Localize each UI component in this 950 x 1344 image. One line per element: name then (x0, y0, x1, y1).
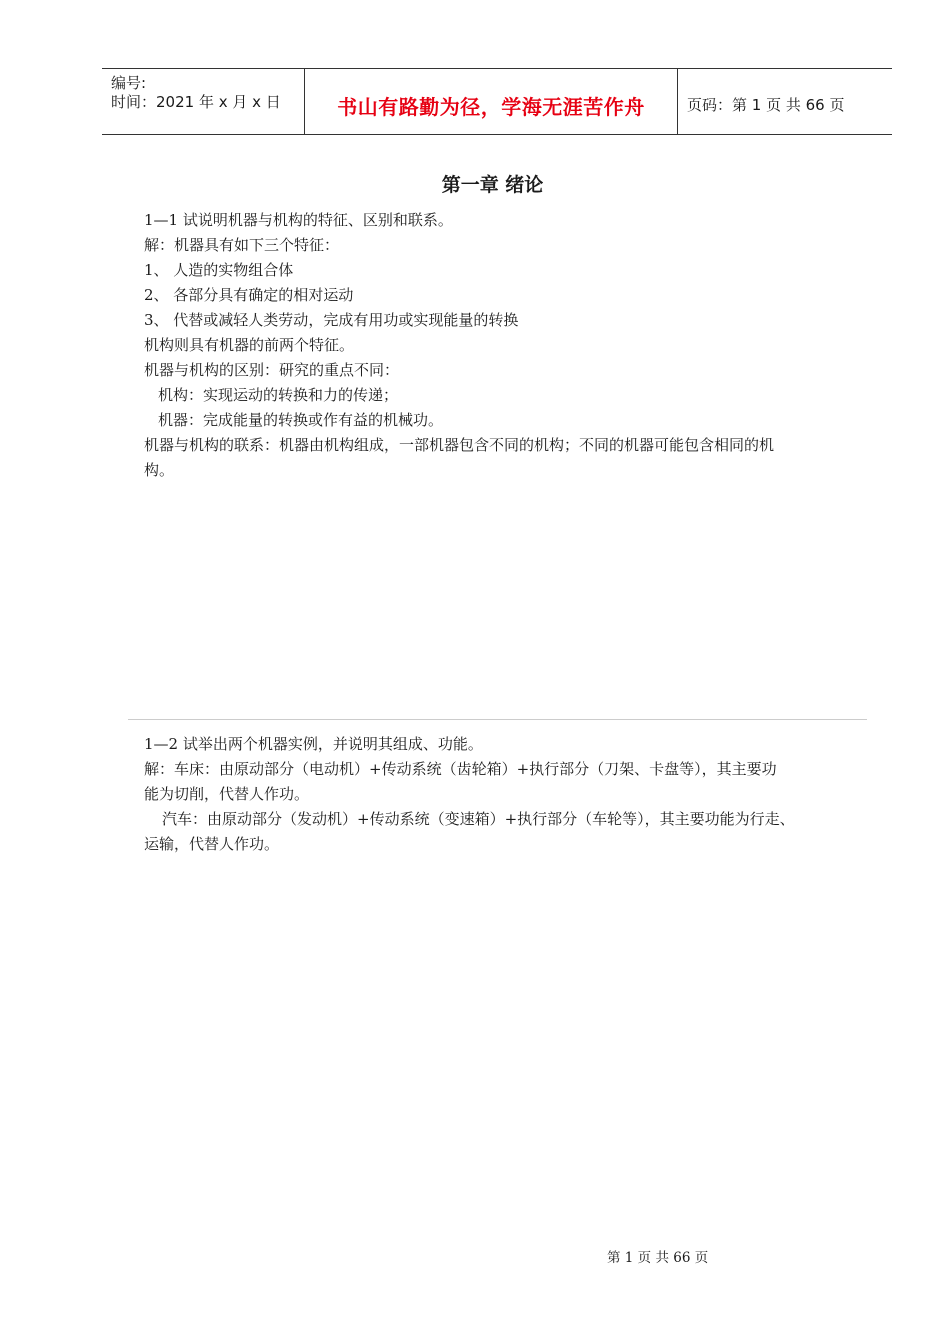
answer-intro: 解：机器具有如下三个特征： (144, 236, 340, 254)
question-1-2: 1—2 试举出两个机器实例，并说明其组成、功能。 (144, 735, 483, 753)
question-1-1: 1—1 试说明机器与机构的特征、区别和联系。 (144, 211, 453, 229)
difference-mechanism: 机构：实现运动的转换和力的传递； (158, 386, 399, 404)
mechanism-note: 机构则具有机器的前两个特征。 (144, 336, 355, 354)
feature-item-2: 2、 各部分具有确定的相对运动 (144, 286, 354, 304)
header-info-cell (102, 69, 304, 134)
feature-item-1: 1、 人造的实物组合体 (144, 261, 294, 279)
section-divider (128, 719, 867, 720)
difference-heading: 机器与机构的区别：研究的重点不同： (144, 361, 400, 379)
car-line-2: 运输，代替人作功。 (144, 835, 280, 853)
relation-line-1: 机器与机构的联系：机器由机构组成，一部机器包含不同的机构；不同的机器可能包含相同的机 (144, 436, 775, 454)
number-label: 编号: (111, 74, 147, 92)
page-code: 页码：第 1 页 共 66 页 (687, 96, 845, 114)
car-line-1: 汽车：由原动部分（发动机）+传动系统（变速箱）+执行部分（车轮等），其主要功能为行走、 (162, 810, 795, 828)
page-footer: 第 1 页 共 66 页 (607, 1250, 709, 1266)
page-header (102, 68, 892, 135)
header-page-cell (678, 69, 892, 134)
feature-item-3: 3、 代替或减轻人类劳动，完成有用功或实现能量的转换 (144, 311, 519, 329)
chapter-title: 第一章 绪论 (441, 174, 544, 196)
header-motto-cell (304, 69, 678, 134)
time-label: 时间：2021 年 x 月 x 日 (111, 93, 281, 111)
lathe-line-2: 能为切削，代替人作功。 (144, 785, 310, 803)
relation-line-2: 构。 (144, 461, 175, 479)
motto-text: 书山有路勤为径，学海无涯苦作舟 (337, 95, 645, 119)
difference-machine: 机器：完成能量的转换或作有益的机械功。 (158, 411, 444, 429)
lathe-line-1: 解：车床：由原动部分（电动机）+传动系统（齿轮箱）+执行部分（刀架、卡盘等），其主要功 (144, 760, 777, 778)
